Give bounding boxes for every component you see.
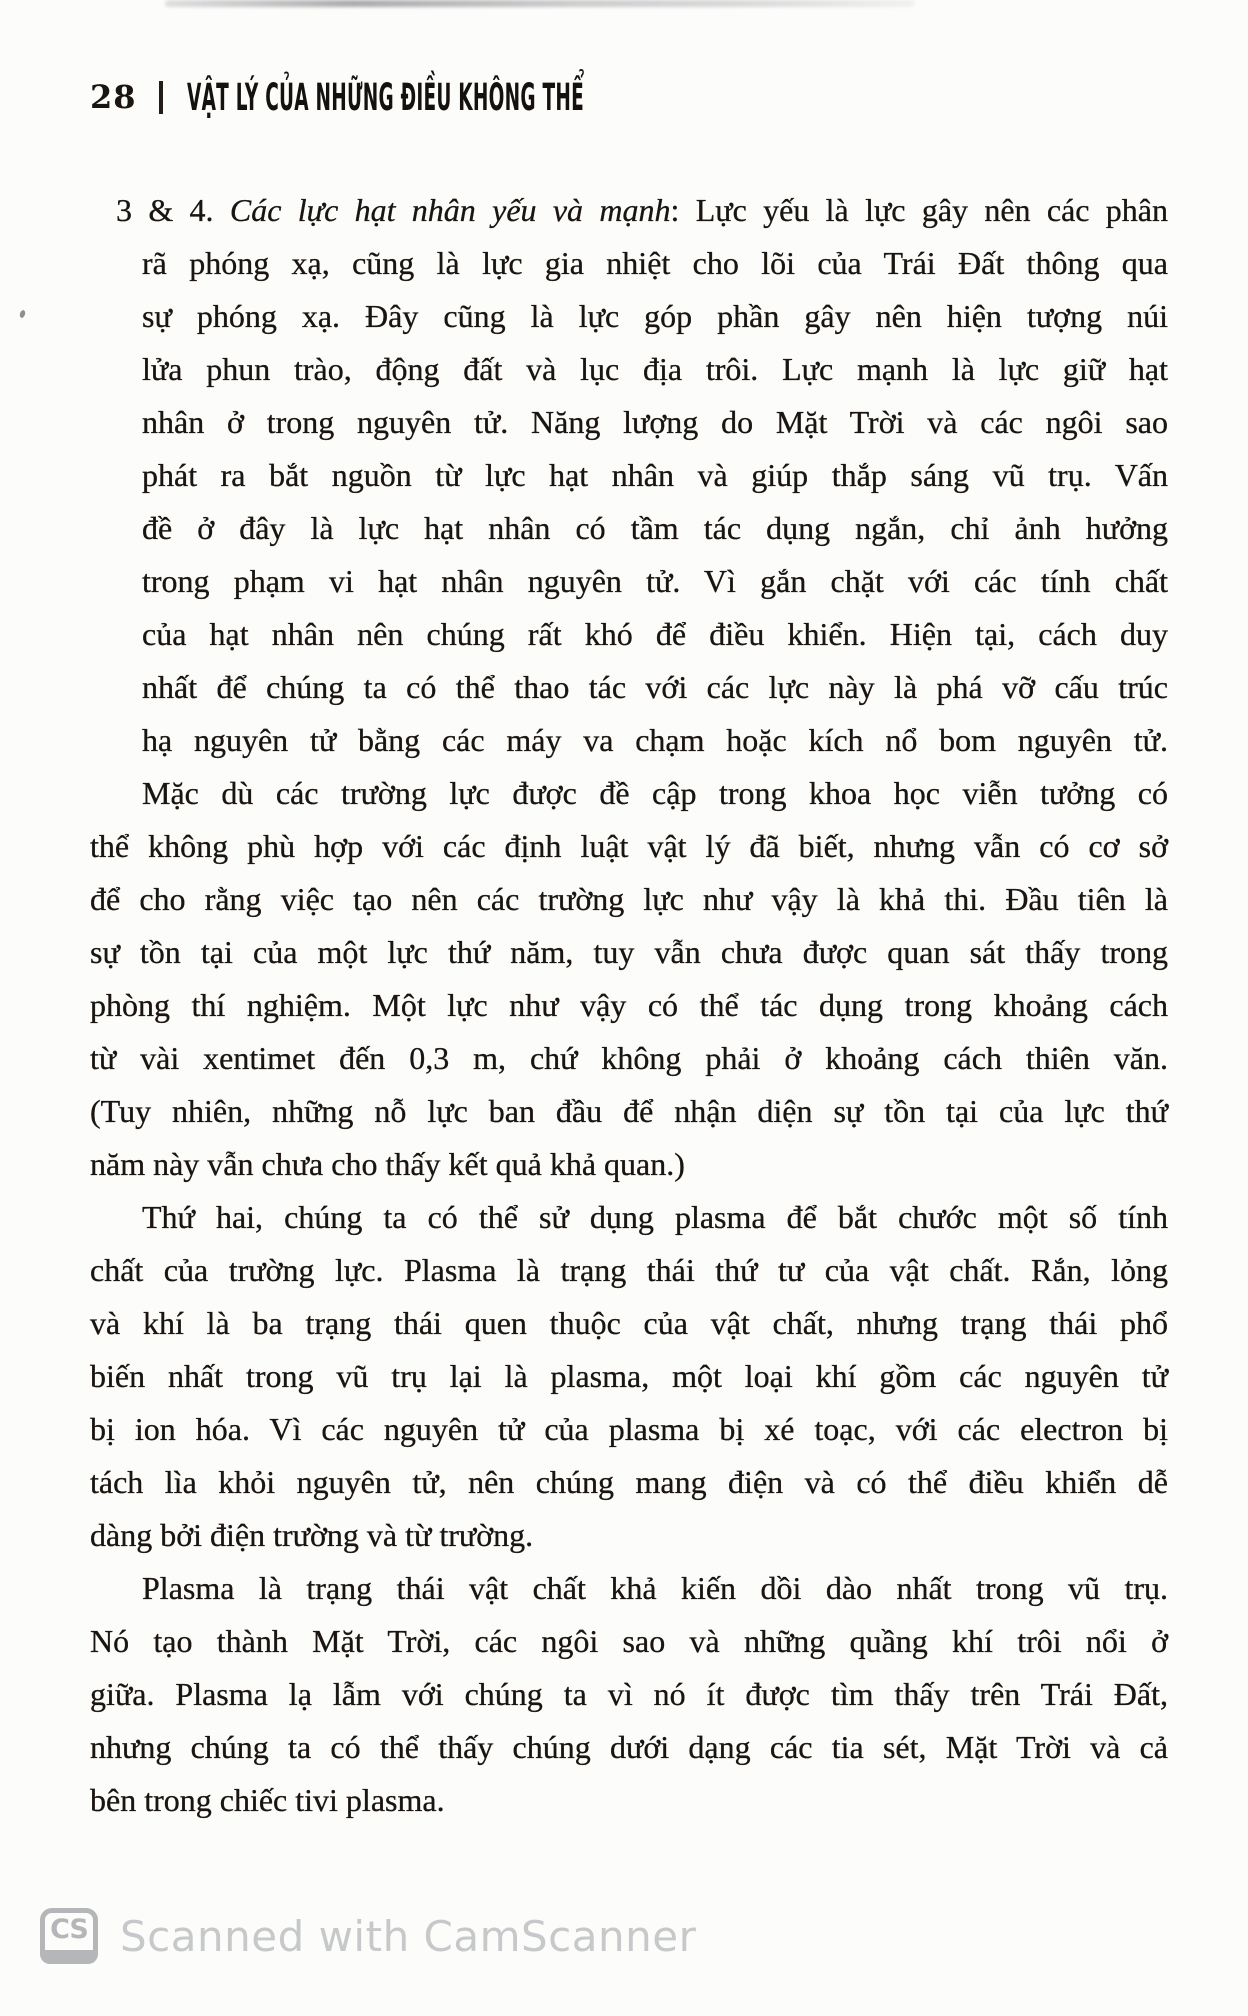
term-italic: Các lực hạt nhân yếu và mạnh xyxy=(229,192,671,228)
text-line: nhân ở trong nguyên tử. Năng lượng do Mặt Trời và các ngôi sao xyxy=(142,404,1168,440)
paragraph-force-fields xyxy=(90,767,1168,1191)
camscanner-watermark-text: Scanned with CamScanner xyxy=(120,1911,697,1961)
text-line: phòng thí nghiệm. Một lực như vậy có thể tác dụng trong khoảng cách xyxy=(90,987,1168,1023)
text-line: phát ra bắt nguồn từ lực hạt nhân và giúp thắp sáng vũ trụ. Vấn xyxy=(142,457,1168,493)
camscanner-watermark xyxy=(40,1908,696,1964)
text-line: rã phóng xạ, cũng là lực gia nhiệt cho lõi của Trái Đất thông qua xyxy=(142,245,1168,281)
book-title: VẬT LÝ CỦA NHỮNG ĐIỀU KHÔNG THỂ xyxy=(186,75,584,119)
camscanner-icon-band xyxy=(40,1950,98,1964)
camscanner-icon-label: CS xyxy=(50,1914,88,1945)
text-line: chất của trường lực. Plasma là trạng thái thứ tư của vật chất. Rắn, lỏng xyxy=(90,1252,1168,1288)
text-line: dàng bởi điện trường và từ trường. xyxy=(90,1517,534,1553)
text-line: bị ion hóa. Vì các nguyên tử của plasma bị xé toạc, với các electron bị xyxy=(90,1411,1168,1447)
camscanner-icon xyxy=(40,1908,98,1964)
text-line: sự tồn tại của một lực thứ năm, tuy vẫn chưa được quan sát thấy trong xyxy=(90,934,1168,970)
text-run: : Lực yếu là lực gây nên các phân xyxy=(670,192,1169,228)
text-line: hạ nguyên tử bằng các máy va chạm hoặc kích nổ bom nguyên tử. xyxy=(142,722,1168,758)
header-divider xyxy=(159,81,163,114)
text-line: nhưng chúng ta có thể thấy chúng dưới dạng các tia sét, Mặt Trời và cả xyxy=(90,1729,1168,1765)
text-line: bên trong chiếc tivi plasma. xyxy=(90,1782,445,1818)
paragraph-plasma-mimic xyxy=(90,1191,1168,1562)
text-line: (Tuy nhiên, những nỗ lực ban đầu để nhận diện sự tồn tại của lực thứ xyxy=(90,1093,1168,1129)
scan-speck xyxy=(19,309,26,318)
text-line: biến nhất trong vũ trụ lại là plasma, một loại khí gồm các nguyên tử xyxy=(90,1358,1168,1394)
text-line: của hạt nhân nên chúng rất khó để điều khiển. Hiện tại, cách duy xyxy=(142,616,1168,652)
text-line: đề ở đây là lực hạt nhân có tầm tác dụng ngắn, chỉ ảnh hưởng xyxy=(142,510,1168,546)
text-line: thể không phù hợp với các định luật vật lý đã biết, nhưng vẫn có cơ sở xyxy=(90,828,1168,864)
text-line: nhất để chúng ta có thể thao tác với các lực này là phá vỡ cấu trúc xyxy=(142,669,1168,705)
text-line: giữa. Plasma lạ lẫm với chúng ta vì nó ít được tìm thấy trên Trái Đất, xyxy=(90,1676,1168,1712)
text-line: sự phóng xạ. Đây cũng là lực góp phần gây nên hiện tượng núi xyxy=(142,298,1168,334)
scan-edge-smudge xyxy=(165,0,915,7)
page-number: 28 xyxy=(90,78,137,116)
text-line: từ vài xentimet đến 0,3 m, chứ không phải ở khoảng cách thiên văn. xyxy=(90,1040,1168,1076)
text-line: Thứ hai, chúng ta có thể sử dụng plasma để bắt chước một số tính xyxy=(142,1199,1168,1235)
text-line xyxy=(116,184,1168,237)
paragraph-forces xyxy=(116,184,1169,767)
text-line: lửa phun trào, động đất và lục địa trôi. Lực mạnh là lực giữ hạt xyxy=(142,351,1168,387)
text-line: Mặc dù các trường lực được đề cập trong khoa học viễn tưởng có xyxy=(142,775,1168,811)
text-line: để cho rằng việc tạo nên các trường lực như vậy là khả thi. Đầu tiên là xyxy=(90,881,1168,917)
paragraph-plasma-state xyxy=(90,1562,1168,1827)
text-line: Plasma là trạng thái vật chất khả kiến dồi dào nhất trong vũ trụ. xyxy=(142,1570,1168,1606)
text-line: năm này vẫn chưa cho thấy kết quả khả quan.) xyxy=(90,1146,685,1182)
text-line: tách lìa khỏi nguyên tử, nên chúng mang điện và có thể điều khiển dễ xyxy=(90,1464,1168,1500)
page-header xyxy=(90,76,980,118)
text-line: Nó tạo thành Mặt Trời, các ngôi sao và những quầng khí trôi nổi ở xyxy=(90,1623,1168,1659)
text-line: trong phạm vi hạt nhân nguyên tử. Vì gắn chặt với các tính chất xyxy=(142,563,1168,599)
list-number: 3 & 4. xyxy=(116,192,230,228)
text-column xyxy=(90,184,1168,1827)
text-line: và khí là ba trạng thái quen thuộc của vật chất, nhưng trạng thái phổ xyxy=(90,1305,1168,1341)
